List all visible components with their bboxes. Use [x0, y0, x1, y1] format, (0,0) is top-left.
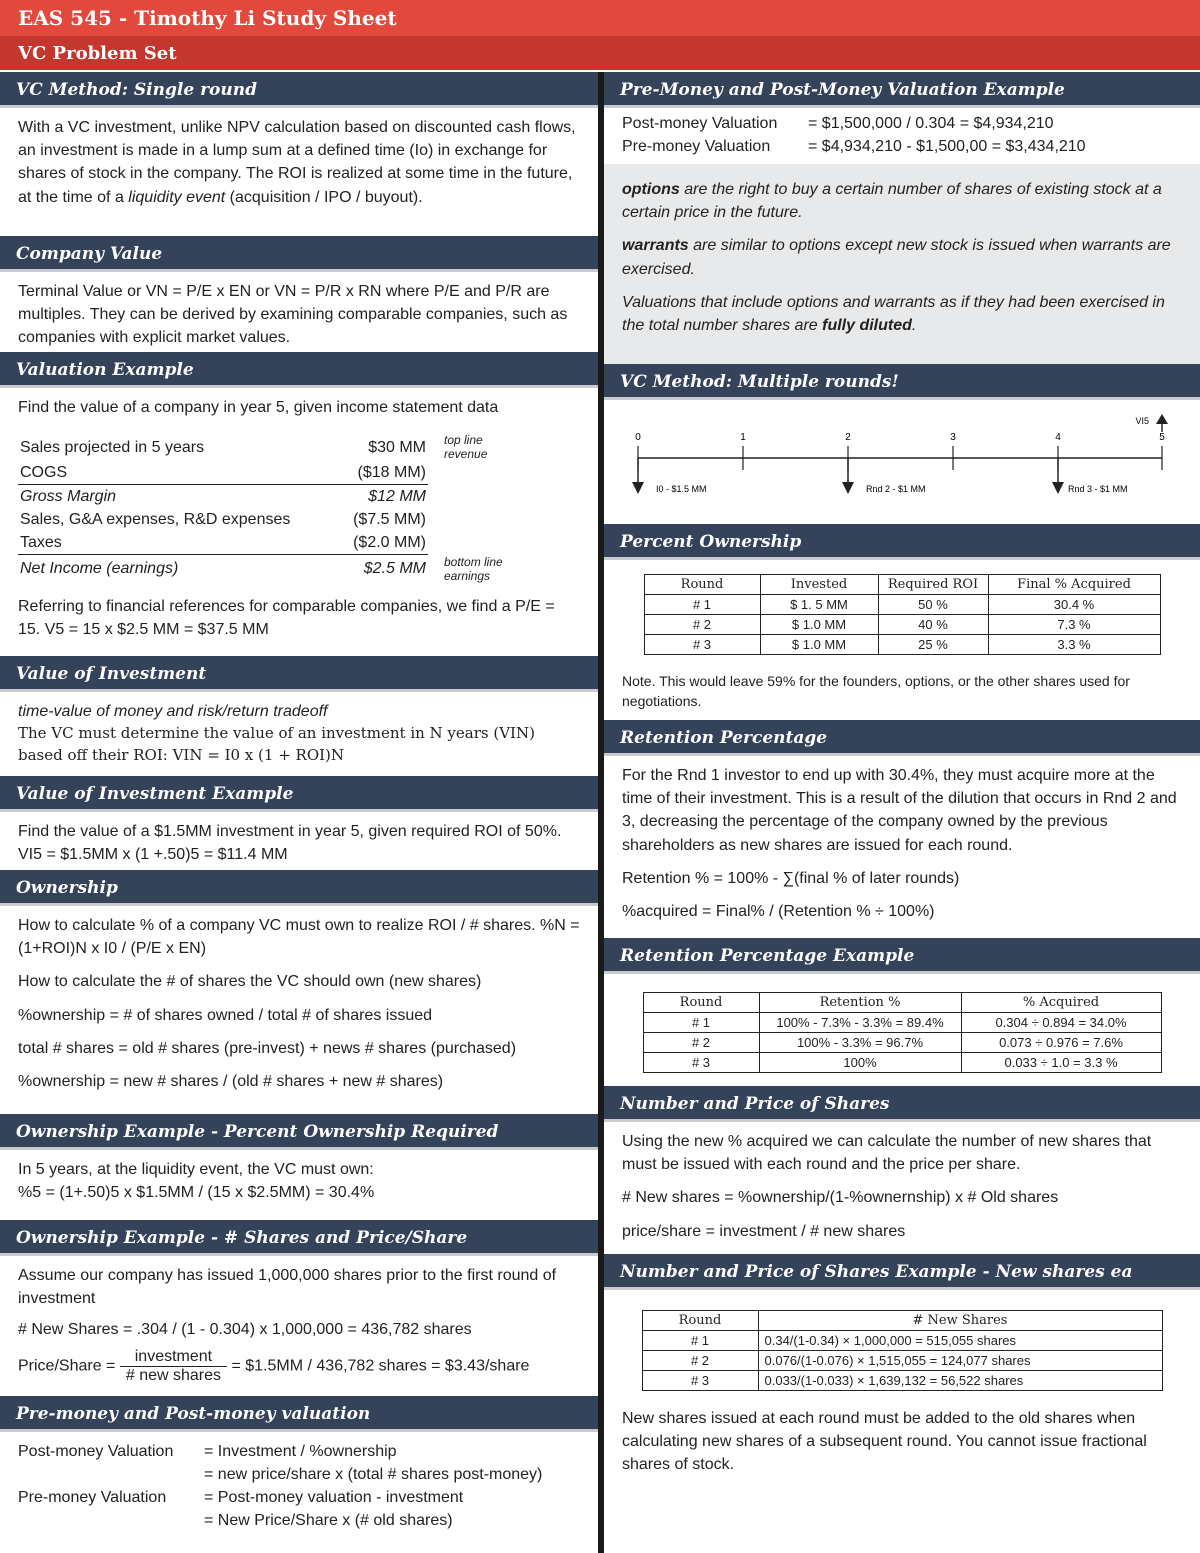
- timeline-tick-label: 0: [635, 432, 641, 443]
- ownership-shares-line: Assume our company has issued 1,000,000 shares prior to the first round of investment: [18, 1267, 557, 1308]
- ownership-line: How to calculate the # of shares the VC should own (new shares): [18, 973, 482, 991]
- new-shares-formula: # New shares = %ownership/(1-%ownernship) x # Old shares: [622, 1189, 1059, 1207]
- voi-example-section: [0, 812, 598, 870]
- pp-example-section: [604, 108, 1200, 164]
- percent-ownership-table: [644, 574, 1161, 655]
- company-value-header: Company Value: [0, 236, 598, 272]
- retention-example-header: Retention Percentage Example: [604, 938, 1200, 974]
- multi-round-section: [604, 400, 1200, 524]
- income-row: Sales, G&A expenses, R&D expenses ($7.5 MM): [20, 511, 426, 529]
- timeline-tick-label: 2: [845, 432, 851, 443]
- table-row: # 3 $ 1.0 MM 25 % 3.3 %: [644, 635, 1160, 655]
- timeline-tick-label: 5: [1159, 432, 1165, 443]
- ownership-shares-header: Ownership Example - # Shares and Price/Share: [0, 1220, 598, 1256]
- valuation-example-header: Valuation Example: [0, 352, 598, 388]
- income-row: Net Income (earnings) $2.5 MM bottom line earnings: [20, 554, 503, 583]
- percent-ownership-note: Note. This would leave 59% for the founders, options, or the other shares used for negotiations.: [622, 673, 1130, 710]
- price-fraction: $\frac{\text{investment}}{\text{\# new shares}}$: [120, 1348, 227, 1385]
- post-money-value: = $1,500,000 / 0.304 = $4,934,210: [808, 115, 1054, 132]
- table-row: # 1 0.34/(1-0.34) × 1,000,000 = 515,055 shares: [642, 1331, 1162, 1351]
- income-row: Sales projected in 5 years $30 MM top line revenue: [20, 433, 488, 462]
- options-warrants-section: [604, 164, 1200, 364]
- num-price-example-section: [604, 1290, 1200, 1474]
- post-money-formula: = new price/share x (total # shares post-money): [204, 1466, 543, 1483]
- acquired-formula: %acquired = Final% / (Retention % ÷ 100%): [622, 902, 935, 920]
- pre-money-formula: = New Price/Share x (# old shares): [204, 1512, 453, 1529]
- income-row: COGS ($18 MM): [18, 461, 518, 485]
- ownership-pct-line: %5 = (1+.50)5 x $1.5MM / (15 x $2.5MM) = 30.4%: [18, 1184, 375, 1202]
- round-investment-label: Rnd 3 - $1 MM: [1068, 484, 1128, 494]
- pre-money-formula: = Post-money valuation - investment: [204, 1489, 464, 1506]
- table-row: # 2 $ 1.0 MM 40 % 7.3 %: [644, 615, 1160, 635]
- ownership-line: total # shares = old # shares (pre-invest) + news # shares (purchased): [18, 1039, 517, 1057]
- income-row: Gross Margin $12 MM: [20, 488, 426, 506]
- retention-section: [604, 756, 1200, 938]
- ownership-header: Ownership: [0, 870, 598, 906]
- table-row: # 3 0.033/(1-0.033) × 1,639,132 = 56,522 shares: [642, 1371, 1162, 1391]
- pre-post-section: [0, 1432, 598, 1552]
- voi-example-header: Value of Investment Example: [0, 776, 598, 812]
- vi-label: VI5: [1135, 416, 1149, 426]
- percent-ownership-section: [604, 560, 1200, 720]
- table-header-row: Round Invested Required ROI Final % Acquired: [644, 575, 1160, 595]
- vc-single-round-header: VC Method: Single round: [0, 72, 598, 108]
- valuation-example-conclusion: Referring to financial references for comparable companies, we find a P/E = 15. V5 = 15 x $2.5 MM = $37.5 MM: [18, 597, 555, 638]
- post-money-label: Post-money Valuation: [18, 1443, 174, 1460]
- sheet-title: EAS 545 - Timothy Li Study Sheet: [0, 0, 1200, 36]
- left-column: [0, 72, 598, 1552]
- income-row: Taxes ($2.0 MM): [18, 531, 518, 555]
- num-price-section: [604, 1122, 1200, 1254]
- vc-single-round-text: With a VC investment, unlike NPV calculation based on discounted cash flows, an investment is made in a lump sum at a defined time (Io) in exchange for shares of stock in the company. The ROI is realized at some time in the future, at the time of a liquidity event (acquisition / IPO / buyout).: [18, 119, 576, 206]
- options-text: options are the right to buy a certain number of shares of existing stock at a certain price in the future.: [622, 181, 1162, 222]
- income-statement-table: [18, 433, 518, 583]
- new-shares-note: New shares issued at each round must be added to the old shares when calculating new shares of a subsequent round. You cannot issue fractional shares of stock.: [622, 1410, 1147, 1474]
- table-row: # 2 0.076/(1-0.076) × 1,515,055 = 124,077 shares: [642, 1351, 1162, 1371]
- retention-text: For the Rnd 1 investor to end up with 30.4%, they must acquire more at the time of their investment. This is a result of the dilution that occurs in Rnd 2 and 3, decreasing the percentage of the company owned by the previous shareholders as new shares are issued for each round.: [622, 767, 1177, 854]
- valuation-example-intro: Find the value of a company in year 5, given income statement data: [18, 399, 499, 416]
- round-investment-label: Rnd 2 - $1 MM: [866, 484, 926, 494]
- right-column: [604, 72, 1200, 1474]
- vc-single-round-section: [0, 108, 598, 236]
- value-of-investment-lead: time-value of money and risk/return tradeoff: [18, 703, 328, 720]
- investment-arrowhead-icon: [632, 482, 644, 494]
- retention-example-table: [643, 992, 1162, 1073]
- table-row: # 1 100% - 7.3% - 3.3% = 89.4% 0.304 ÷ 0.894 = 34.0%: [643, 1013, 1161, 1033]
- timeline-tick-label: 1: [740, 432, 746, 443]
- retention-formula: Retention % = 100% - ∑(final % of later rounds): [622, 869, 960, 887]
- fully-diluted-text: Valuations that include options and warrants as if they had been exercised in the total number shares are fully diluted.: [622, 293, 1165, 334]
- valuation-example-section: [0, 388, 598, 656]
- ownership-line: %ownership = new # shares / (old # shares + new # shares): [18, 1072, 444, 1090]
- round-investment-label: I0 - $1.5 MM: [656, 484, 707, 494]
- value-of-investment-section: [0, 692, 598, 776]
- investment-arrowhead-icon: [1052, 482, 1064, 494]
- table-header-row: Round Retention % % Acquired: [643, 993, 1161, 1013]
- retention-example-section: [604, 974, 1200, 1086]
- value-of-investment-text: The VC must determine the value of an investment in N years (VIN) based off their ROI: VIN = I0 x (1 + ROI)N: [18, 724, 535, 764]
- table-row: # 3 100% 0.033 ÷ 1.0 = 3.3 %: [643, 1053, 1161, 1073]
- post-money-formula: = Investment / %ownership: [204, 1443, 397, 1460]
- num-price-header: Number and Price of Shares: [604, 1086, 1200, 1122]
- price-per-share-formula: Price/Share = $\frac{\text{investment}}{\text{\# new shares}}$ = $1.5MM / 436,782 shares = $3.43/share: [18, 1347, 530, 1384]
- timeline-tick-label: 4: [1055, 432, 1061, 443]
- num-price-text: Using the new % acquired we can calculate the number of new shares that must be issued with each round and the price per share.: [622, 1133, 1152, 1174]
- company-value-text: Terminal Value or VN = P/E x EN or VN = P/R x RN where P/E and P/R are multiples. They can be derived by examining comparable companies, such as companies with explicit market values.: [18, 283, 568, 347]
- post-money-label: Post-money Valuation: [622, 115, 778, 132]
- ownership-line: How to calculate % of a company VC must own to realize ROI / # shares. %N = (1+ROI)N x I0 / (P/E x EN): [18, 917, 580, 958]
- timeline-tick-label: 3: [950, 432, 956, 443]
- pre-money-label: Pre-money Valuation: [622, 138, 771, 155]
- value-of-investment-header: Value of Investment: [0, 656, 598, 692]
- table-header-row: Round # New Shares: [642, 1311, 1162, 1331]
- voi-example-text: Find the value of a $1.5MM investment in year 5, given required ROI of 50%. VI5 = $1.5MM x (1 +.50)5 = $11.4 MM: [18, 823, 562, 864]
- ownership-line: %ownership = # of shares owned / total # of shares issued: [18, 1006, 433, 1024]
- investment-arrowhead-icon: [842, 482, 854, 494]
- vi-up-arrowhead-icon: [1156, 414, 1168, 424]
- pre-money-value: = $4,934,210 - $1,500,00 = $3,434,210: [808, 138, 1086, 155]
- pre-money-label: Pre-money Valuation: [18, 1489, 167, 1506]
- new-shares-table: [642, 1310, 1163, 1391]
- retention-header: Retention Percentage: [604, 720, 1200, 756]
- ownership-pct-section: [0, 1150, 598, 1220]
- round-timeline-diagram: [604, 400, 1200, 524]
- ownership-shares-line: # New Shares = .304 / (1 - 0.304) x 1,000,000 = 436,782 shares: [18, 1321, 472, 1339]
- ownership-pct-line: In 5 years, at the liquidity event, the VC must own:: [18, 1161, 374, 1178]
- pp-example-header: Pre-Money and Post-Money Valuation Example: [604, 72, 1200, 108]
- warrants-text: warrants are similar to options except new stock is issued when warrants are exercised.: [622, 237, 1171, 278]
- ownership-shares-section: [0, 1256, 598, 1396]
- pre-post-header: Pre-money and Post-money valuation: [0, 1396, 598, 1432]
- ownership-pct-header: Ownership Example - Percent Ownership Required: [0, 1114, 598, 1150]
- sheet-subtitle: VC Problem Set: [0, 36, 1200, 70]
- price-share-formula: price/share = investment / # new shares: [622, 1222, 906, 1240]
- company-value-section: [0, 272, 598, 352]
- num-price-example-header: Number and Price of Shares Example - New shares ea round: [604, 1254, 1200, 1290]
- multi-round-header: VC Method: Multiple rounds!: [604, 364, 1200, 400]
- table-row: # 2 100% - 3.3% = 96.7% 0.073 ÷ 0.976 = 7.6%: [643, 1033, 1161, 1053]
- table-row: # 1 $ 1. 5 MM 50 % 30.4 %: [644, 595, 1160, 615]
- ownership-section: [0, 906, 598, 1114]
- percent-ownership-header: Percent Ownership: [604, 524, 1200, 560]
